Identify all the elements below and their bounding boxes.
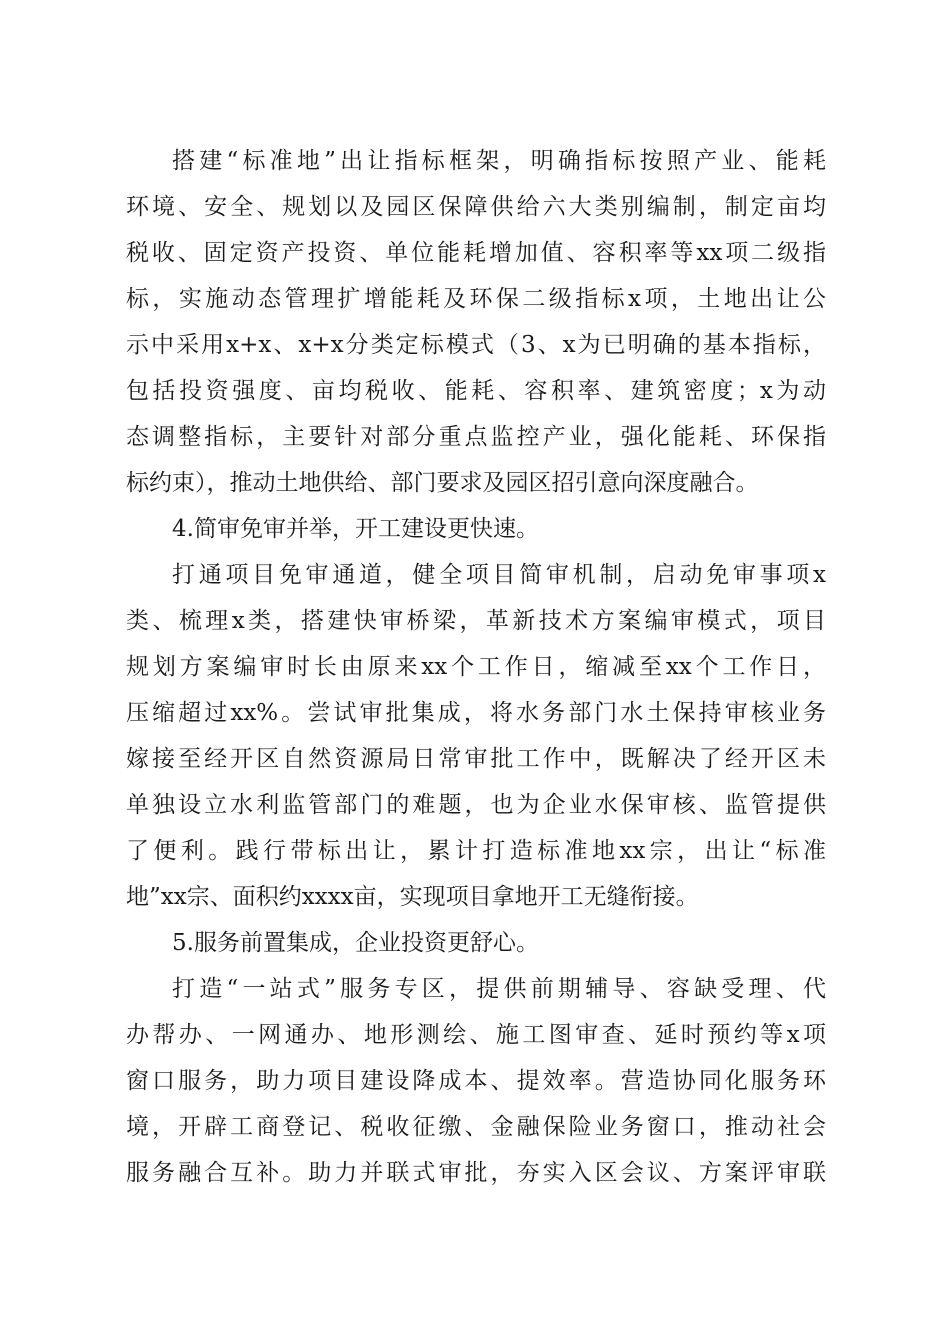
text-line: 示中采用x+x、x+x分类定标模式（3、x为已明确的基本指标，	[126, 332, 826, 358]
paragraph-land-standard	[126, 138, 826, 506]
paragraph-service	[126, 966, 826, 1196]
paragraph-approval	[126, 552, 826, 920]
text-line: 打通项目免审通道，健全项目简审机制，启动免审事项x	[172, 562, 826, 588]
text-line: 了便利。践行带标出让，累计打造标准地xx宗，出让“标准	[126, 838, 826, 864]
text-line: 标约束），推动土地供给、部门要求及园区招引意向深度融合。	[126, 470, 759, 496]
text-line: 税收、固定资产投资、单位能耗增加值、容积率等xx项二级指	[126, 240, 826, 266]
text-line: 地”xx宗、面积约xxxx亩，实现项目拿地开工无缝衔接。	[126, 884, 699, 910]
text-line: 标，实施动态管理扩增能耗及环保二级指标x项，土地出让公	[126, 286, 826, 312]
text-line: 打造“一站式”服务专区，提供前期辅导、容缺受理、代	[172, 976, 826, 1002]
text-line: 类、梳理x类，搭建快审桥梁，革新技术方案编审模式，项目	[126, 608, 826, 634]
text-line: 境，开辟工商登记、税收征缴、金融保险业务窗口，推动社会	[126, 1114, 826, 1140]
text-line: 规划方案编审时长由原来xx个工作日，缩减至xx个工作日，	[126, 654, 826, 680]
text-line: 环境、安全、规划以及园区保障供给六大类别编制，制定亩均	[126, 194, 826, 220]
document-body	[126, 138, 826, 1196]
text-line: 搭建“标准地”出让指标框架，明确指标按照产业、能耗	[172, 148, 826, 174]
text-line: 窗口服务，助力项目建设降成本、提效率。营造协同化服务环	[126, 1068, 826, 1094]
heading-line: 4.简审免审并举，开工建设更快速。	[172, 516, 539, 542]
text-line: 嫁接至经开区自然资源局日常审批工作中，既解决了经开区未	[126, 746, 826, 772]
heading-line: 5.服务前置集成，企业投资更舒心。	[172, 930, 539, 956]
text-line: 办帮办、一网通办、地形测绘、施工图审查、延时预约等x项	[126, 1022, 826, 1048]
text-line: 单独设立水利监管部门的难题，也为企业水保审核、监管提供	[126, 792, 826, 818]
text-line: 服务融合互补。助力并联式审批，夯实入区会议、方案评审联	[126, 1160, 826, 1186]
section-heading-4	[126, 506, 826, 552]
text-line: 态调整指标，主要针对部分重点监控产业，强化能耗、环保指	[126, 424, 826, 450]
section-heading-5	[126, 920, 826, 966]
text-line: 包括投资强度、亩均税收、能耗、容积率、建筑密度；x为动	[126, 378, 826, 404]
text-line: 压缩超过xx%。尝试审批集成，将水务部门水土保持审核业务	[126, 700, 826, 726]
